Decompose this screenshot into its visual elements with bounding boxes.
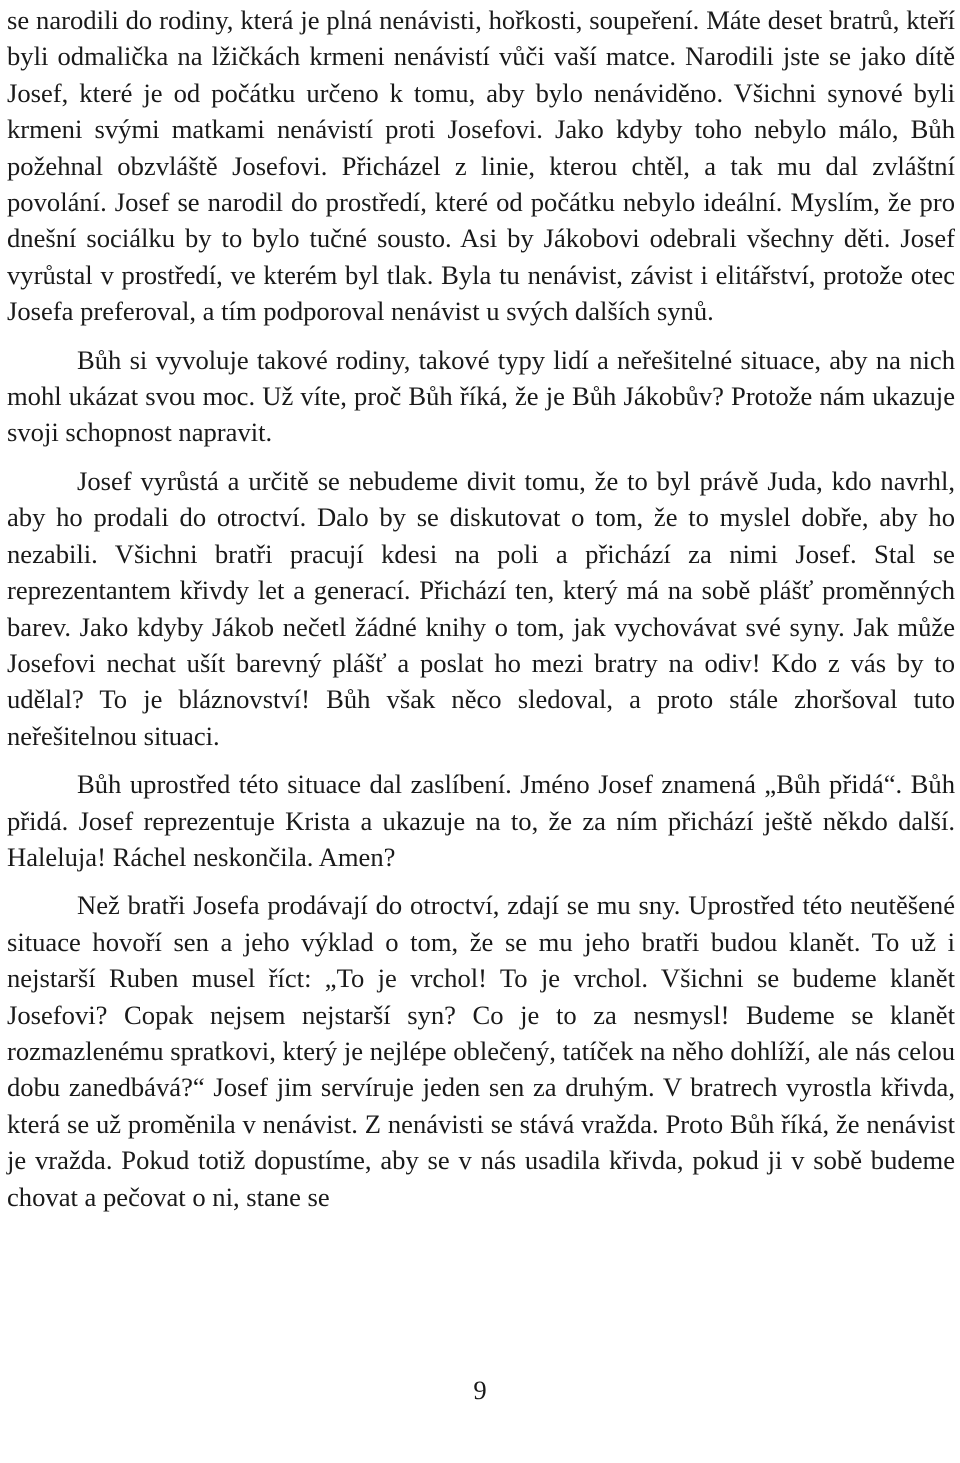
paragraph-god-chooses: Bůh si vyvoluje takové rodiny, takové typy lidí a neřešitelné situace, aby na nich mohl ukázat svou moc. Už víte, proč Bůh říká, že je Bůh Jákobův? Protože nám ukazuje svoji schopnost napravit. [7, 344, 955, 448]
paragraph-dreams: Než bratři Josefa prodávají do otroctví, zdají se mu sny. Uprostřed této neutěšené situace hovoří sen a jeho výklad o tom, že se mu jeho bratři budou klanět. To už i nejstarší Ruben musel říct: „To je vrchol! To je vrchol. Všichni se budeme klanět Josefovi? Copak nejsem nejstarší syn? Co je to za nesmysl! Budeme se klanět rozmazlenému spratkovi, který je nejlépe oblečený, tatíček na něho dohlíží, ale nás celou dobu zanedbává?“ Josef jim servíruje jeden sen za druhým. V bratrech vyrostla křivda, která se už proměnila v nenávist. Z nenávisti se stává vražda. Proto Bůh říká, že nenávist je vražda. Pokud totiž dopustíme, aby se v nás usadila křivda, pokud ji v sobě budeme chovat a pečovat o ni, stane se [7, 890, 955, 1212]
page-body [7, 2, 955, 1215]
page-number: 9 [473, 1375, 487, 1405]
paragraph-continuation: se narodili do rodiny, která je plná nenávisti, hořkosti, soupeření. Máte deset bratrů, kteří byli odmalička na lžičkách krmeni nenávistí vůči vaší matce. Narodili jste se jako dítě Josef, které je od počátku určeno k tomu, aby bylo nenáviděno. Všichni synové byli krmeni svými matkami nenávistí proti Josefovi. Jako kdyby toho nebylo málo, Bůh požehnal obzvláště Josefovi. Přicházel z linie, kterou chtěl, a tak mu dal zvláštní povolání. Josef se narodil do prostředí, které od počátku nebylo ideální. Myslím, že pro dnešní sociálku by to bylo tučné sousto. Asi by Jákobovi odebrali všechny děti. Josef vyrůstal v prostředí, ve kterém byl tlak. Byla tu nenávist, závist i elitářství, protože otec Josefa preferoval, a tím podporoval nenávist u svých dalších synů. [7, 5, 955, 327]
paragraph-promise: Bůh uprostřed této situace dal zaslíbení. Jméno Josef znamená „Bůh přidá“. Bůh přidá. Josef reprezentuje Krista a ukazuje na to, že za ním přichází ještě někdo další. Haleluja! Ráchel neskončila. Amen? [7, 769, 955, 872]
paragraph-josef-grows: Josef vyrůstá a určitě se nebudeme divit tomu, že to byl právě Juda, kdo navrhl, aby ho prodali do otroctví. Dalo by se diskutovat o tom, že to myslel dobře, aby ho nezabili. Všichni bratři pracují kdesi na poli a přichází za nimi Josef. Stal se reprezentantem křivdy let a generací. Přichází ten, který má na sobě plášť proměnných barev. Jako kdyby Jákob nečetl žádné knihy o tom, jak vychovávat své syny. Jak může Josefovi nechat ušít barevný plášť a poslat ho mezi bratry na odiv! Kdo z vás by to udělal? To je bláznovství! Bůh však něco sledoval, a proto stále zhoršoval tuto neřešitelnou situaci. [7, 465, 955, 751]
